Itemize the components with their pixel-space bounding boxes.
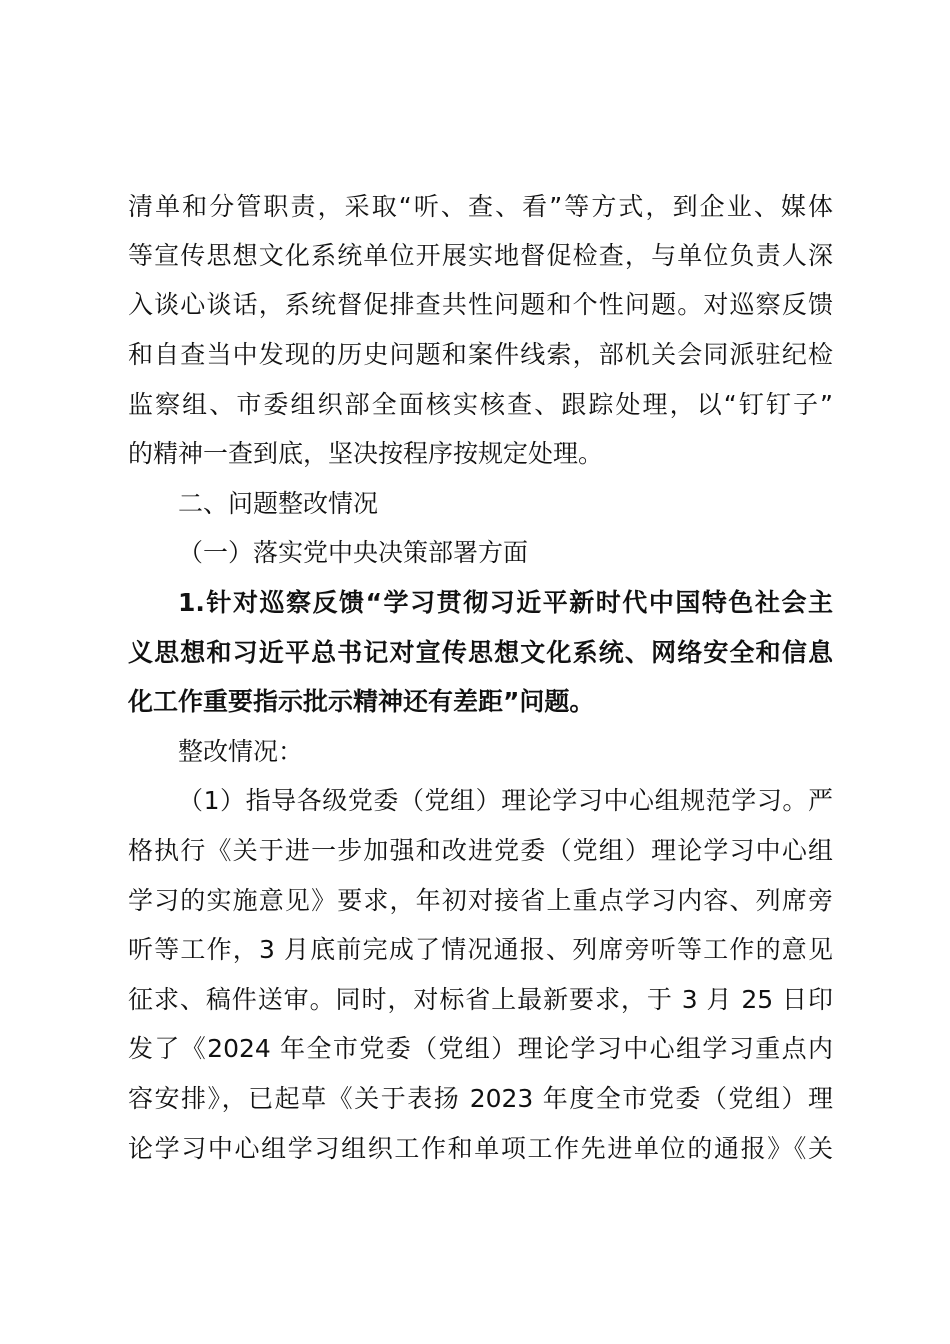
body-text-line: 监察组、市委组织部全面核实核查、跟踪处理，以“钉钉子” xyxy=(128,390,833,419)
body-text-line: 格执行《关于进一步加强和改进党委（党组）理论学习中心组 xyxy=(128,836,833,865)
issue-heading-line: 化工作重要指示批示精神还有差距”问题。 xyxy=(128,687,595,716)
body-text-line: 等宣传思想文化系统单位开展实地督促检查，与单位负责人深 xyxy=(128,241,833,270)
subsection-heading: （一）落实党中央决策部署方面 xyxy=(178,538,529,567)
body-text-line: （1）指导各级党委（党组）理论学习中心组规范学习。严 xyxy=(178,786,833,815)
section-heading: 二、问题整改情况 xyxy=(178,489,379,518)
body-text-line: 发了《2024 年全市党委（党组）理论学习中心组学习重点内 xyxy=(128,1034,833,1063)
body-text-line: 听等工作，3 月底前完成了情况通报、列席旁听等工作的意见 xyxy=(128,935,833,964)
body-text-line: 入谈心谈话，系统督促排查共性问题和个性问题。对巡察反馈 xyxy=(128,290,833,319)
issue-heading-line: 义思想和习近平总书记对宣传思想文化系统、网络安全和信息 xyxy=(128,638,833,667)
body-text-line: 征求、稿件送审。同时，对标省上最新要求，于 3 月 25 日印 xyxy=(128,985,833,1014)
rectification-label: 整改情况： xyxy=(178,737,304,766)
issue-heading-line: 1.针对巡察反馈“学习贯彻习近平新时代中国特色社会主 xyxy=(178,588,833,617)
body-text-line: 清单和分管职责，采取“听、查、看”等方式，到企业、媒体 xyxy=(128,192,833,221)
body-text-line: 学习的实施意见》要求，年初对接省上重点学习内容、列席旁 xyxy=(128,886,833,915)
body-text-line: 容安排》，已起草《关于表扬 2023 年度全市党委（党组）理 xyxy=(128,1084,833,1113)
body-text-line: 的精神一查到底，坚决按程序按规定处理。 xyxy=(128,439,604,468)
body-text-line: 论学习中心组学习组织工作和单项工作先进单位的通报》《关 xyxy=(128,1134,833,1163)
body-text-line: 和自查当中发现的历史问题和案件线索，部机关会同派驻纪检 xyxy=(128,340,833,369)
